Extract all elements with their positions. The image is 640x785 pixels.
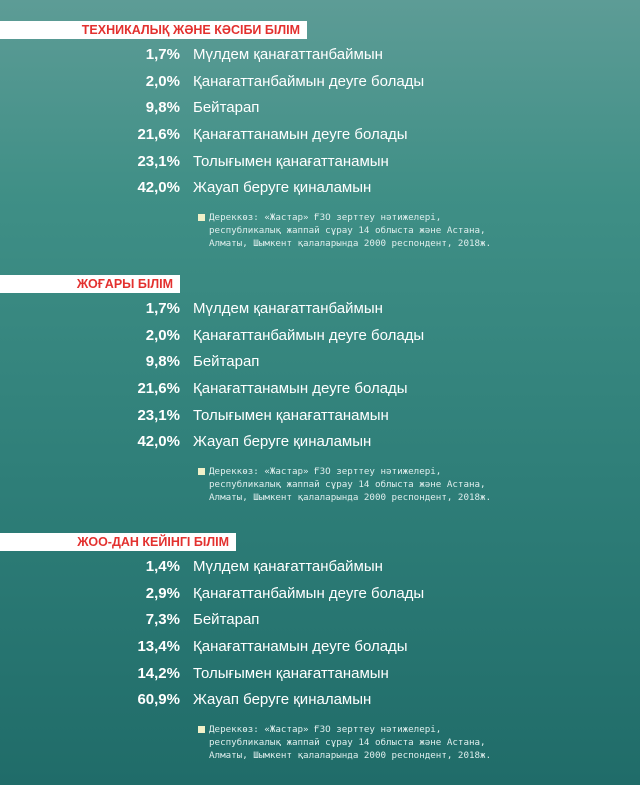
stat-label: Жауап беруге қиналамын <box>193 433 372 451</box>
bullet-square-icon <box>198 726 205 733</box>
bullet-square-icon <box>198 214 205 221</box>
stat-label: Қанағаттанамын деуге болады <box>193 637 408 655</box>
stat-value: 2,9% <box>145 584 180 602</box>
stat-value: 9,8% <box>145 99 180 117</box>
stat-row <box>0 174 640 201</box>
section-vocational-education <box>0 21 640 250</box>
stats-list <box>0 41 640 201</box>
stat-row <box>0 686 640 713</box>
section-higher-education <box>0 275 640 504</box>
stat-value: 2,0% <box>145 326 180 344</box>
stats-list <box>0 553 640 713</box>
stat-row <box>0 41 640 68</box>
stat-label: Жауап беруге қиналамын <box>193 691 372 709</box>
source-text: Дереккөз: «Жастар» ҒЗО зерттеу нәтижелері, республикалық жаппай сұрау 14 облыста және Астана, Алматы, Шымкент қалаларында 2000 респондент, 2018ж. <box>209 466 492 504</box>
stat-label: Қанағаттанамын деуге болады <box>193 379 408 397</box>
stat-row <box>0 375 640 402</box>
stat-row <box>0 633 640 660</box>
section-title: ЖОҒАРЫ БІЛІМ <box>0 275 180 293</box>
stat-value: 23,1% <box>137 152 180 170</box>
stat-label: Мүлдем қанағаттанбаймын <box>193 45 383 63</box>
stat-label: Қанағаттанбаймын деуге болады <box>193 584 425 602</box>
source-text: Дереккөз: «Жастар» ҒЗО зерттеу нәтижелері, республикалық жаппай сұрау 14 облыста және Астана, Алматы, Шымкент қалаларында 2000 респондент, 2018ж. <box>209 212 492 250</box>
stat-value: 1,7% <box>145 45 180 63</box>
stat-label: Толығымен қанағаттанамын <box>193 664 389 682</box>
stat-label: Мүлдем қанағаттанбаймын <box>193 557 383 575</box>
stat-value: 60,9% <box>137 691 180 709</box>
stat-label: Толығымен қанағаттанамын <box>193 406 389 424</box>
stat-row <box>0 606 640 633</box>
stat-value: 42,0% <box>137 433 180 451</box>
stat-row <box>0 322 640 349</box>
stat-row <box>0 121 640 148</box>
stat-value: 1,7% <box>145 299 180 317</box>
stat-row <box>0 580 640 607</box>
stat-label: Қанағаттанамын деуге болады <box>193 125 408 143</box>
stat-row <box>0 295 640 322</box>
stat-row <box>0 428 640 455</box>
section-title: ЖОО-ДАН КЕЙІНГІ БІЛІМ <box>0 533 236 551</box>
stat-value: 13,4% <box>137 637 180 655</box>
section-postgraduate-education <box>0 533 640 762</box>
stat-value: 1,4% <box>145 557 180 575</box>
stat-row <box>0 402 640 429</box>
stat-value: 14,2% <box>137 664 180 682</box>
stat-value: 21,6% <box>137 379 180 397</box>
source-text: Дереккөз: «Жастар» ҒЗО зерттеу нәтижелері, республикалық жаппай сұрау 14 облыста және Астана, Алматы, Шымкент қалаларында 2000 респондент, 2018ж. <box>209 724 492 762</box>
stat-value: 21,6% <box>137 125 180 143</box>
stat-label: Бейтарап <box>193 611 260 629</box>
stat-value: 42,0% <box>137 179 180 197</box>
stat-label: Бейтарап <box>193 99 260 117</box>
bullet-square-icon <box>198 468 205 475</box>
stat-row <box>0 94 640 121</box>
stat-row <box>0 148 640 175</box>
stat-label: Бейтарап <box>193 353 260 371</box>
stats-list <box>0 295 640 455</box>
stat-label: Мүлдем қанағаттанбаймын <box>193 299 383 317</box>
stat-label: Қанағаттанбаймын деуге болады <box>193 72 425 90</box>
stat-value: 23,1% <box>137 406 180 424</box>
stat-row <box>0 348 640 375</box>
stat-row <box>0 68 640 95</box>
source-note <box>198 723 628 762</box>
stat-label: Жауап беруге қиналамын <box>193 179 372 197</box>
stat-label: Толығымен қанағаттанамын <box>193 152 389 170</box>
stat-value: 2,0% <box>145 72 180 90</box>
section-title: ТЕХНИКАЛЫҚ ЖӘНЕ КӘСІБИ БІЛІМ <box>0 21 307 39</box>
source-note <box>198 465 628 504</box>
stat-label: Қанағаттанбаймын деуге болады <box>193 326 425 344</box>
stat-value: 7,3% <box>145 611 180 629</box>
stat-row <box>0 660 640 687</box>
stat-row <box>0 553 640 580</box>
stat-value: 9,8% <box>145 353 180 371</box>
source-note <box>198 211 628 250</box>
